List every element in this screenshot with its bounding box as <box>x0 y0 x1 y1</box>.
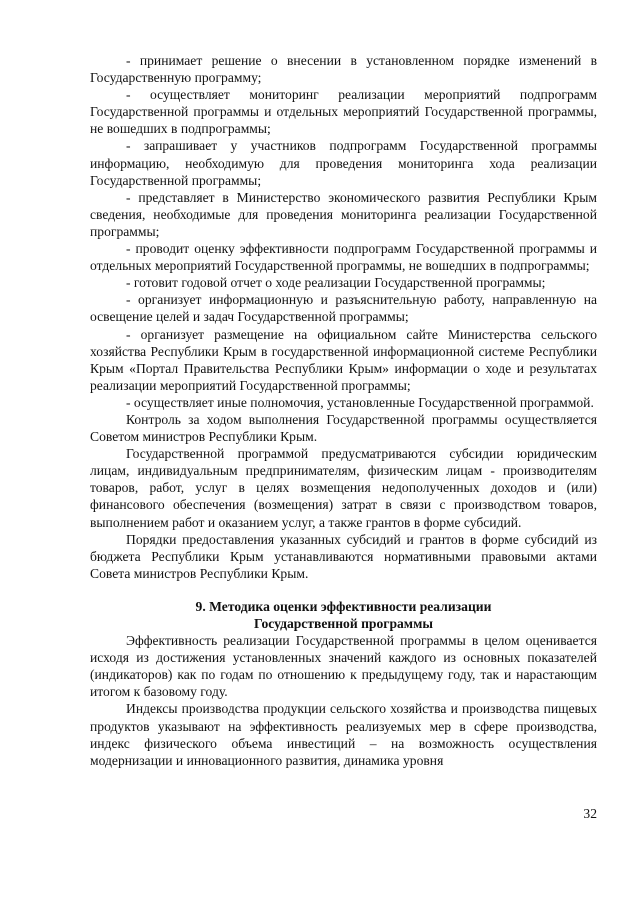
section-heading-line-1: 9. Методика оценки эффективности реализации <box>195 598 492 614</box>
section-heading <box>90 598 597 632</box>
paragraph-website-publication: - организует размещение на официальном сайте Министерства сельского хозяйства Республики Крым в государственной информационной системе Республики Крым «Портал Правительства Республики Крым» информации о ходе и результатах реализации мероприятий Государственной программы; <box>90 326 597 393</box>
paragraph-decision-changes: - принимает решение о внесении в установленном порядке изменений в Государственную программу; <box>90 53 597 86</box>
paragraph-subsidy-procedures: Порядки предоставления указанных субсидий и грантов в форме субсидий из бюджета Республики Крым устанавливаются нормативными правовыми актами Совета министров Республики Крым. <box>90 531 597 581</box>
paragraph-production-indices: Индексы производства продукции сельского хозяйства и производства пищевых продуктов указывают на эффективность реализуемых мер в сфере производства, индекс физического объема инвестиций – на возможность осуществления модернизации и инновационного развития, динамика уровня <box>90 701 597 768</box>
paragraph-subsidies: Государственной программой предусматриваются субсидии юридическим лицам, индивидуальным предпринимателям, физическим лицам - производителям товаров, работ, услуг в целях возмещения недополученных доходов и (или) финансового обеспечения (возмещения) затрат в связи с производством товаров, выполнением работ и оказанием услуг, а также грантов в форме субсидий. <box>90 446 597 530</box>
paragraph-information-work: - организует информационную и разъяснительную работу, направленную на освещение целей и задач Государственной программы; <box>90 292 597 325</box>
section-heading-line-2: Государственной программы <box>254 616 433 631</box>
paragraph-submit-ministry: - представляет в Министерство экономического развития Республики Крым сведения, необходимые для проведения мониторинга реализации Государственной программы; <box>90 189 597 239</box>
page-number: 32 <box>583 806 597 821</box>
document-page <box>90 52 597 769</box>
paragraph-efficiency-assessment: - проводит оценку эффективности подпрограмм Государственной программы и отдельных мероприятий Государственной программы, не вошедших в подпрограммы; <box>90 241 597 274</box>
paragraph-annual-report: - готовит годовой отчет о ходе реализации Государственной программы; <box>126 275 546 291</box>
paragraph-efficiency-evaluation: Эффективность реализации Государственной программы в целом оценивается исходя из достижения установленных значений каждого из основных показателей (индикаторов) как по годам по отношению к предыдущему году, так и нарастающим итогом к базовому году. <box>90 633 597 700</box>
paragraph-monitoring: - осуществляет мониторинг реализации мероприятий подпрограмм Государственной программы и отдельных мероприятий Государственной программы, не вошедших в подпрограммы; <box>90 87 597 137</box>
paragraph-control: Контроль за ходом выполнения Государственной программы осуществляется Советом министров Республики Крым. <box>90 411 597 445</box>
paragraph-request-info: - запрашивает у участников подпрограмм Государственной программы информацию, необходимую для проведения мониторинга хода реализации Государственной программы; <box>90 138 597 188</box>
paragraph-other-powers: - осуществляет иные полномочия, установленные Государственной программой. <box>126 394 594 410</box>
